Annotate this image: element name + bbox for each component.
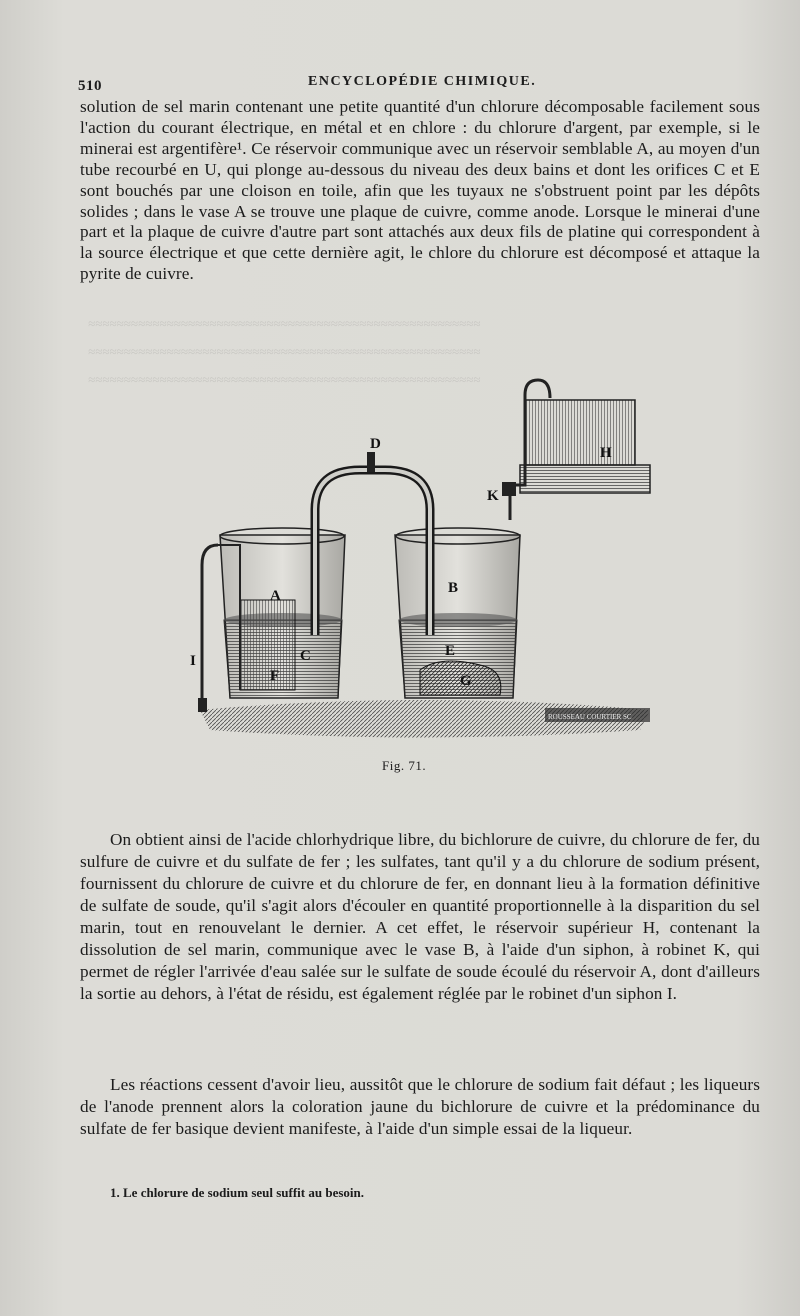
footnote: 1. Le chlorure de sodium seul suffit au besoin. <box>110 1185 365 1200</box>
label-h: H <box>600 445 612 461</box>
label-a: A <box>270 588 281 604</box>
tube-stopcock-d <box>367 452 375 472</box>
show-through-text: ≈≈≈≈≈≈≈≈≈≈≈≈≈≈≈≈≈≈≈≈≈≈≈≈≈≈≈≈≈≈≈≈≈≈≈≈≈≈≈≈≈≈≈≈≈≈≈≈≈≈≈≈≈≈≈ ≈≈≈≈≈≈≈≈≈≈≈≈≈≈≈≈≈≈≈≈≈≈≈≈≈≈≈≈≈≈≈≈≈≈≈≈≈≈≈≈≈≈≈≈≈≈≈≈≈≈≈≈≈≈≈ ≈≈≈≈≈≈≈≈≈≈≈≈≈≈≈≈≈≈≈≈≈≈≈≈≈≈≈≈≈≈≈≈≈≈≈≈≈≈≈≈≈≈≈≈≈≈≈≈≈≈≈≈≈≈≈ <box>88 316 481 387</box>
label-i: I <box>190 653 196 669</box>
figure-caption: Fig. 71. <box>382 758 427 773</box>
stopcock-k <box>502 482 516 496</box>
label-d: D <box>370 436 381 452</box>
label-k: K <box>487 488 499 504</box>
paragraph-3: Les réactions cessent d'avoir lieu, aussitôt que le chlorure de sodium fait défaut ; les liqueurs de l'anode prennent alors la coloration jaune du bichlorure de cuivre et la prédominance du sulfate de fer basique devient manifeste, à l'aide d'un simple essai de la liqueur. <box>80 1075 760 1138</box>
apparatus-illustration <box>180 370 660 770</box>
reservoir-h <box>502 380 650 520</box>
engraver-signature: ROUSSEAU COURTIER SC <box>548 713 632 721</box>
page-header <box>78 72 768 94</box>
paragraph-2: On obtient ainsi de l'acide chlorhydrique libre, du bichlorure de cuivre, du chlorure de fer, du sulfure de cuivre et du sulfate de fer ; les sulfates, tant qu'il y a du chlorure de sodium présent, fournissent du chlorure de cuivre et du chlorure de fer, en donnant lieu à la formation définitive de sulfate de soude, qu'il s'agit alors d'écouler en quantité proportionnelle à la disparition du sel marin, tout en renouvelant le dernier. A cet effet, le réservoir supérieur H, contenant la dissolution de sel marin, communique avec le vase B, à l'aide d'un siphon, à robinet K, qui permet de régler l'arrivée d'eau salée sur le sulfate de soude écoulé du réservoir A, dont d'ailleurs la sortie au dehors, à l'état de résidu, est également réglée par le robinet d'un siphon I. <box>80 830 760 1003</box>
label-f: F <box>270 668 280 684</box>
running-title: ENCYCLOPÉDIE CHIMIQUE. <box>308 74 537 89</box>
label-g: G <box>460 673 472 689</box>
vase-b <box>395 528 520 698</box>
page-number: 510 <box>78 78 102 94</box>
label-e: E <box>445 643 456 659</box>
label-c: C <box>300 648 311 664</box>
paragraph-1: solution de sel marin contenant une petite quantité d'un chlorure décomposable facilement sous l'action du courant électrique, en métal et en chlore : du chlorure d'argent, par exemple, si le minerai est argentifère¹. Ce réservoir communique avec un réservoir semblable A, au moyen d'un tube recourbé en U, qui plonge au-dessous du niveau des deux bains et dont les orifices C et E sont bouchés par une cloison en toile, afin que les tuyaux ne s'obstruent point par les dépôts solides ; dans le vase A se trouve une plaque de cuivre, comme anode. Lorsque le minerai d'une part et la plaque de cuivre d'autre part sont attachés aux deux fils de platine qui correspondent à la source électrique et que cette dernière agit, le chlore du chlorure est décomposé et attaque la pyrite de cuivre. <box>80 97 760 284</box>
vase-a <box>198 528 345 712</box>
label-b: B <box>448 580 459 596</box>
